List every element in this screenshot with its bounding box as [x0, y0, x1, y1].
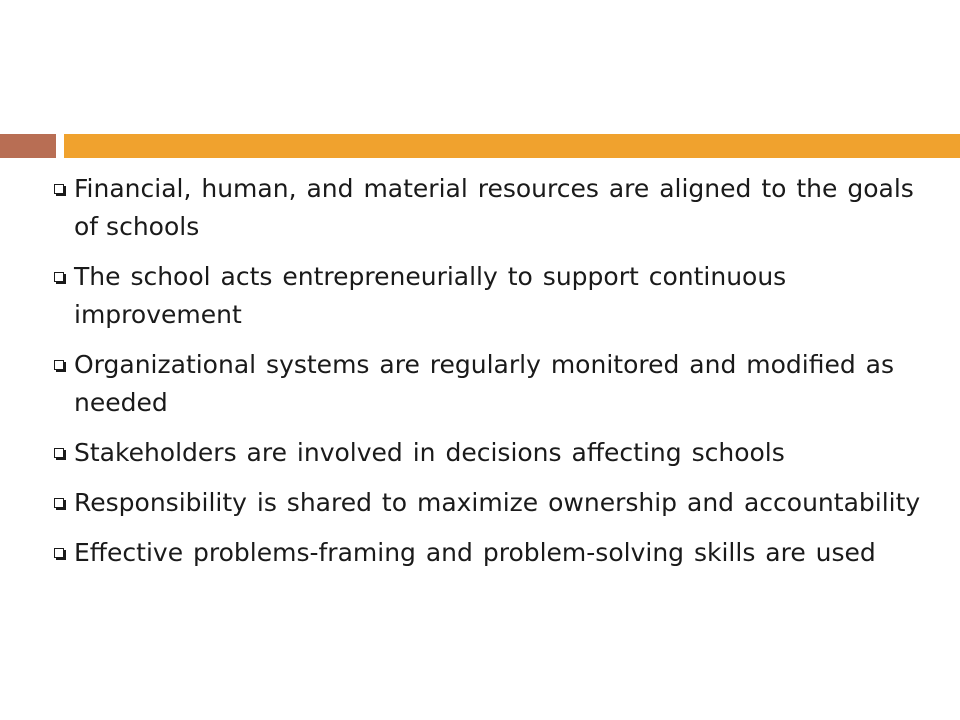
bullet-text: Organizational systems are regularly monitored and modified as needed: [74, 350, 895, 417]
bullet-text: Effective problems-framing and problem-solving skills are used: [74, 538, 876, 567]
square-bullet-icon: [54, 184, 64, 194]
square-bullet-icon: [54, 448, 64, 458]
square-bullet-icon: [54, 360, 64, 370]
accent-bar-left: [0, 134, 56, 158]
accent-bar-right: [64, 134, 960, 158]
bullet-text: Financial, human, and material resources are aligned to the goals of schools: [74, 174, 914, 241]
square-bullet-icon: [54, 548, 64, 558]
bullet-item: [44, 434, 924, 472]
bullet-item: [44, 484, 924, 522]
bullet-text: Responsibility is shared to maximize ownership and accountability: [74, 488, 921, 517]
bullet-text: Stakeholders are involved in decisions affecting schools: [74, 438, 785, 467]
square-bullet-icon: [54, 272, 64, 282]
bullet-text: The school acts entrepreneurially to support continuous improvement: [74, 262, 787, 329]
bullet-item: [44, 534, 924, 572]
bullet-item: [44, 346, 924, 422]
square-bullet-icon: [54, 498, 64, 508]
bullet-item: [44, 170, 924, 246]
bullet-list: [44, 170, 924, 584]
bullet-item: [44, 258, 924, 334]
